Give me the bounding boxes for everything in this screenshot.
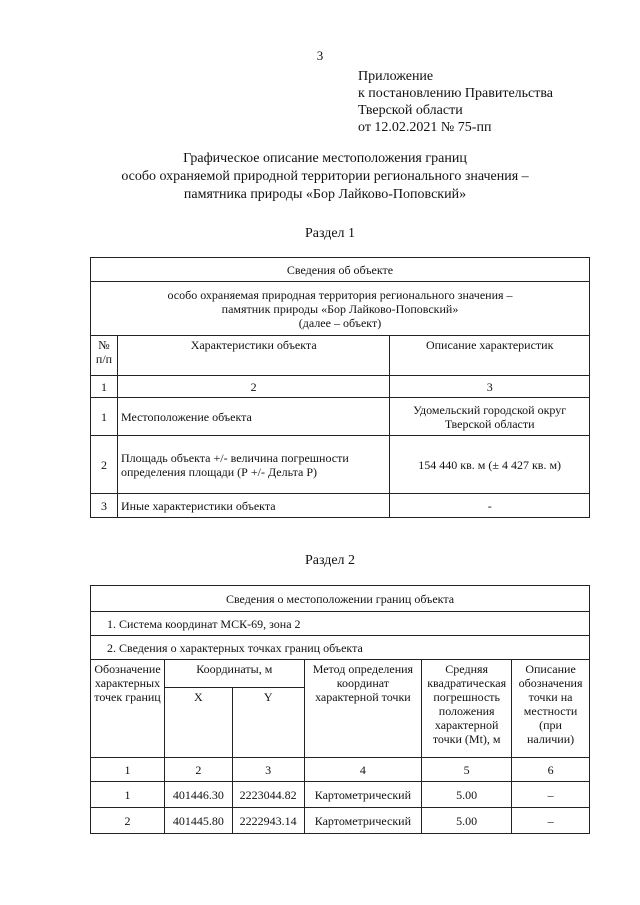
method: Картометрический bbox=[304, 782, 422, 808]
appendix-block bbox=[358, 68, 553, 136]
column-header-description: Описание характеристик bbox=[390, 336, 590, 376]
object-name-cell bbox=[91, 282, 590, 336]
row-number: 2 bbox=[91, 436, 118, 494]
mean-error: 5.00 bbox=[422, 808, 512, 834]
title-line: Графическое описание местоположения границ bbox=[183, 151, 467, 166]
appendix-line: к постановлению Правительства bbox=[358, 86, 554, 101]
column-index: 1 bbox=[91, 758, 165, 782]
section-2-heading: Раздел 2 bbox=[304, 553, 356, 568]
coord-x: 401446.30 bbox=[164, 782, 232, 808]
column-index: 3 bbox=[232, 758, 304, 782]
object-info-table bbox=[90, 257, 590, 518]
column-header-description: Описание обозначения точки на местности (при наличии) bbox=[512, 660, 590, 758]
section-1-heading: Раздел 1 bbox=[304, 226, 356, 241]
method: Картометрический bbox=[304, 808, 422, 834]
table-row bbox=[91, 808, 590, 834]
document-title bbox=[90, 150, 560, 204]
appendix-line: Тверской области bbox=[358, 103, 463, 118]
column-header-coordinates: Координаты, м bbox=[164, 660, 304, 688]
appendix-line: от 12.02.2021 № 75-пп bbox=[358, 120, 492, 135]
object-line: (далее – объект) bbox=[298, 315, 382, 330]
point-designation: 1 bbox=[91, 782, 165, 808]
column-index: 5 bbox=[422, 758, 512, 782]
table-row bbox=[91, 782, 590, 808]
point-description: – bbox=[512, 808, 590, 834]
table-row bbox=[91, 494, 590, 518]
point-designation: 2 bbox=[91, 808, 165, 834]
mean-error: 5.00 bbox=[422, 782, 512, 808]
title-line: памятника природы «Бор Лайково-Поповский» bbox=[183, 187, 467, 202]
points-section-title: 2. Сведения о характерных точках границ объекта bbox=[91, 636, 590, 660]
row-number: 3 bbox=[91, 494, 118, 518]
column-index: 6 bbox=[512, 758, 590, 782]
row-description: - bbox=[390, 494, 590, 518]
column-header-x: X bbox=[164, 688, 232, 758]
table-row bbox=[91, 398, 590, 436]
appendix-line: Приложение bbox=[358, 69, 434, 84]
coord-y: 2223044.82 bbox=[232, 782, 304, 808]
table-header: Сведения об объекте bbox=[91, 258, 590, 282]
column-header-method: Метод определения координат характерной точки bbox=[304, 660, 422, 758]
coord-x: 401445.80 bbox=[164, 808, 232, 834]
point-description: – bbox=[512, 782, 590, 808]
column-header-designation: Обозначение характерных точек границ bbox=[91, 660, 165, 758]
column-header-characteristics: Характеристики объекта bbox=[117, 336, 389, 376]
row-characteristic: Местоположение объекта bbox=[117, 398, 389, 436]
row-description: Удомельский городской округ Тверской области bbox=[390, 398, 590, 436]
column-header-num: № п/п bbox=[91, 336, 118, 376]
object-line: особо охраняемая природная территория регионального значения – bbox=[167, 287, 513, 302]
object-line: памятник природы «Бор Лайково-Поповский» bbox=[221, 301, 459, 316]
table-header: Сведения о местоположении границ объекта bbox=[91, 586, 590, 612]
coord-y: 2222943.14 bbox=[232, 808, 304, 834]
column-header-error: Средняя квадратическая погрешность положения характерной точки (Mt), м bbox=[422, 660, 512, 758]
row-description: 154 440 кв. м (± 4 427 кв. м) bbox=[390, 436, 590, 494]
column-index: 1 bbox=[91, 376, 118, 398]
column-index: 2 bbox=[117, 376, 389, 398]
table-row bbox=[91, 436, 590, 494]
title-line: особо охраняемой природной территории регионального значения – bbox=[121, 169, 529, 184]
column-index: 3 bbox=[390, 376, 590, 398]
boundary-points-table bbox=[90, 585, 590, 834]
column-header-y: Y bbox=[232, 688, 304, 758]
row-characteristic: Иные характеристики объекта bbox=[117, 494, 389, 518]
coordinate-system: 1. Система координат МСК-69, зона 2 bbox=[91, 612, 590, 636]
column-index: 2 bbox=[164, 758, 232, 782]
row-number: 1 bbox=[91, 398, 118, 436]
page-number: 3 bbox=[316, 48, 324, 63]
column-index: 4 bbox=[304, 758, 422, 782]
row-characteristic: Площадь объекта +/- величина погрешности определения площади (Р +/- Дельта Р) bbox=[117, 436, 389, 494]
